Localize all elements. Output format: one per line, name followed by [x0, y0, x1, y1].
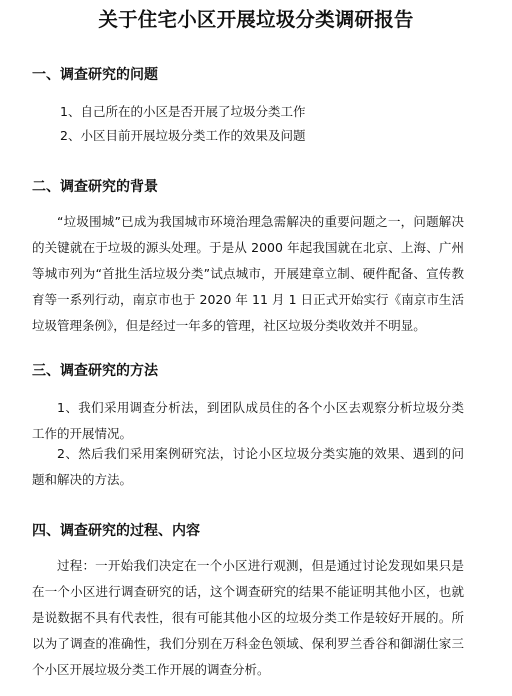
- method-paragraph-1: 1、我们采用调查分析法，到团队成员住的各个小区去观察分析垃圾分类工作的开展情况。: [32, 400, 464, 441]
- section-heading-methods: 三、调查研究的方法: [32, 363, 158, 379]
- document-title: 关于住宅小区开展垃圾分类调研报告: [98, 8, 414, 31]
- section-heading-problems: 一、调查研究的问题: [32, 67, 158, 83]
- section-heading-process: 四、调查研究的过程、内容: [32, 523, 200, 539]
- process-paragraph: 过程：一开始我们决定在一个小区进行观测，但是通过讨论发现如果只是在一个小区进行调查研究的话，这个调查研究的结果不能证明其他小区，也就是说数据不具有代表性，很有可能其他小区的垃圾分类工作是较好开展的。所以为了调查的准确性，我们分别在万科金色领域、保利罗兰香谷和御湖仕家三个小区开展垃圾分类工作开展的调查分析。: [32, 558, 464, 677]
- section-heading-background: 二、调查研究的背景: [32, 179, 158, 195]
- problem-item-1: 1、自己所在的小区是否开展了垃圾分类工作: [60, 104, 306, 119]
- method-paragraph-2: 2、然后我们采用案例研究法，讨论小区垃圾分类实施的效果、遇到的问题和解决的方法。: [32, 446, 464, 487]
- problem-item-2: 2、小区目前开展垃圾分类工作的效果及问题: [60, 128, 306, 143]
- background-paragraph: “垃圾围城”已成为我国城市环境治理急需解决的重要问题之一，问题解决的关键就在于垃圾的源头处理。于是从 2000 年起我国就在北京、上海、广州等城市列为“首批生活垃圾分类”试点城市，开展建章立制、硬件配备、宣传教育等一系列行动，南京市也于 2020 年 11 月 1 日正式开始实行《南京市生活垃圾管理条例》，但是经过一年多的管理，社区垃圾分类收效并不明显。: [32, 214, 464, 333]
